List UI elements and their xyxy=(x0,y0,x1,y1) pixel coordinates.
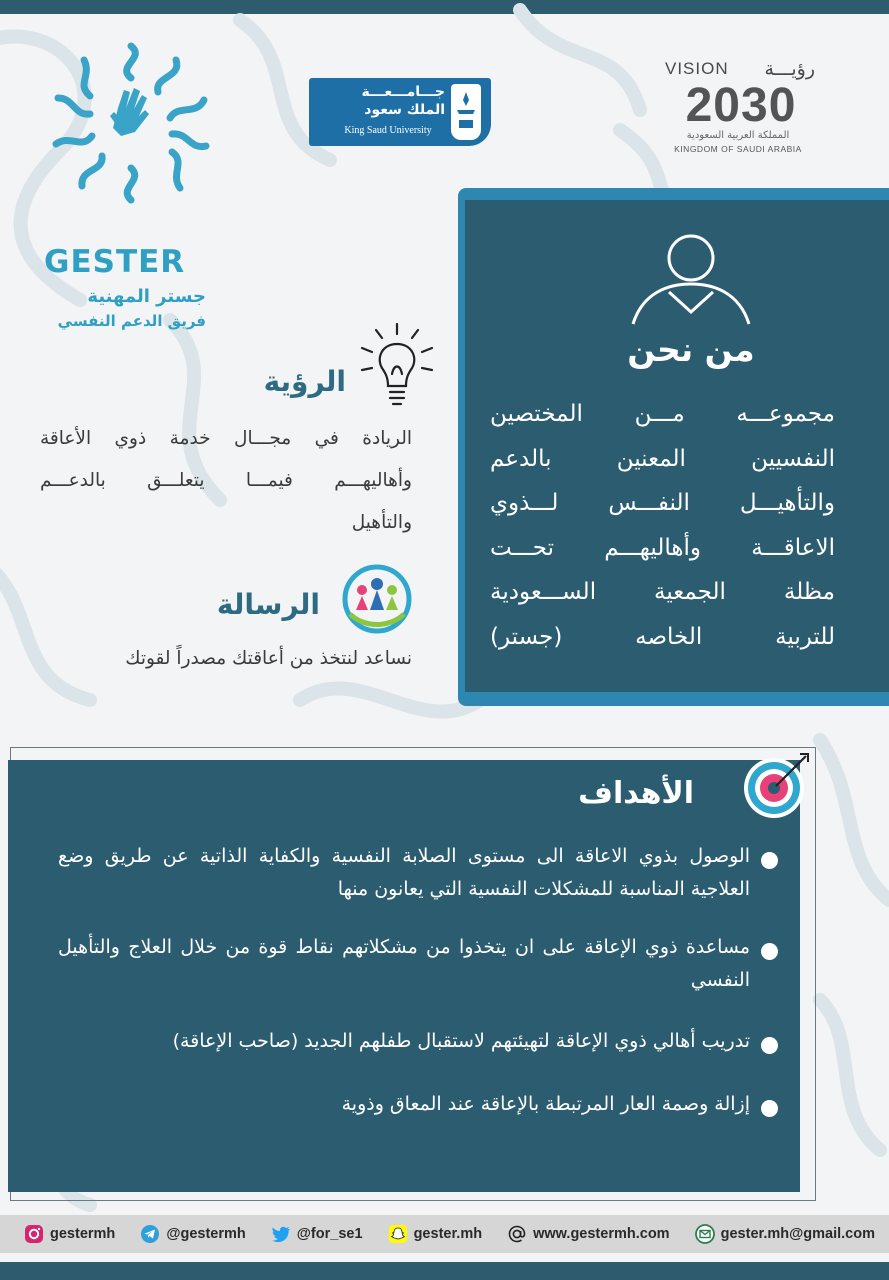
ksu-emblem-icon xyxy=(451,84,481,140)
top-bar xyxy=(0,0,889,14)
contact-instagram[interactable] xyxy=(24,1224,115,1244)
instagram-icon xyxy=(24,1224,44,1244)
gester-arabic-team: فريق الدعم النفسي xyxy=(57,312,206,330)
bottom-bar xyxy=(0,1262,889,1280)
contact-twitter[interactable] xyxy=(271,1224,363,1244)
goal-text: مساعدة ذوي الإعاقة على ان يتخذوا من مشكلاتهم نقاط قوة من خلال العلاج والتأهيل النفسي xyxy=(58,936,750,991)
goals-title: الأهداف xyxy=(578,776,694,811)
vision-title: الرؤية xyxy=(263,365,346,398)
people-circle-icon xyxy=(340,562,414,636)
gester-ring-icon xyxy=(46,38,216,208)
about-text xyxy=(490,392,835,659)
about-line: والتأهيـــل النفـــس لـــذوي xyxy=(490,490,835,516)
vision-line: وأهاليهـــم فيمـــا يتعلـــق بالدعـــم xyxy=(40,470,412,491)
about-line: مظلة الجمعية الســـعودية xyxy=(490,579,835,605)
bullet-icon xyxy=(761,943,778,960)
twitter-icon xyxy=(271,1224,291,1244)
vision-text xyxy=(40,418,412,544)
about-line: الاعاقـــة وأهاليهـــم تحـــت xyxy=(490,534,835,561)
goals-list xyxy=(58,840,778,1121)
bullet-icon xyxy=(761,1037,778,1054)
goal-text: إزالة وصمة العار المرتبطة بالإعاقة عند المعاق وذوية xyxy=(341,1093,750,1115)
mission-title: الرسالة xyxy=(216,588,320,621)
about-line: للتربية الخاصه (جستر) xyxy=(490,623,835,650)
contact-text: gester.mh@gmail.com xyxy=(720,1226,875,1242)
contact-telegram[interactable] xyxy=(140,1224,245,1244)
ksu-arabic-name: الملك سعود xyxy=(364,102,445,118)
contact-bar xyxy=(0,1215,889,1253)
goal-item xyxy=(58,1025,778,1058)
user-avatar-icon xyxy=(629,232,753,328)
kingdom-english: KINGDOM OF SAUDI ARABIA xyxy=(674,144,802,154)
bullet-icon xyxy=(761,852,778,869)
contact-email[interactable] xyxy=(695,1224,875,1244)
gester-wordmark: GESTER xyxy=(44,244,186,280)
vision-english: VISION xyxy=(665,59,729,78)
contact-text: gester.mh xyxy=(413,1226,483,1242)
about-line: النفسيين المعنين بالدعم xyxy=(490,445,835,472)
vision-arabic: رؤيـــة xyxy=(764,58,815,80)
contact-snapchat[interactable] xyxy=(388,1224,483,1244)
vision-year: 2030 xyxy=(685,79,797,132)
contact-text: gestermh xyxy=(50,1226,116,1242)
vision-line: والتأهيل xyxy=(351,512,412,533)
gester-arabic-name: جستر المهنية xyxy=(87,286,206,307)
vision-2030-logo xyxy=(655,58,825,158)
mission-text: نساعد لنتخذ من أعاقتك مصدراً لقوتك xyxy=(125,648,412,669)
ksu-arabic-university: جـــامـــعـــة xyxy=(361,84,445,100)
goal-text: الوصول بذوي الاعاقة الى مستوى الصلابة النفسية والكفاية الذاتية عن طريق وضع العلاجية المناسبة للمشكلات النفسية التي يعانون منها xyxy=(58,845,750,900)
about-line: مجموعـــه مـــن المختصين xyxy=(490,401,835,427)
ksu-english-name: King Saud University xyxy=(344,125,432,136)
email-icon xyxy=(695,1224,715,1244)
kingdom-arabic: المملكة العربية السعودية xyxy=(686,130,790,141)
at-icon xyxy=(507,1224,527,1244)
about-title: من نحن xyxy=(627,330,755,369)
lightbulb-icon xyxy=(356,314,438,414)
contact-text: www.gestermh.com xyxy=(533,1226,670,1242)
bullet-icon xyxy=(761,1100,778,1117)
contact-text: @gestermh xyxy=(166,1226,246,1242)
vision-line: الريادة في مجـــال خدمة ذوي الأعاقة xyxy=(40,428,412,449)
contact-website[interactable] xyxy=(507,1224,669,1244)
goal-item xyxy=(58,1088,778,1121)
goal-item xyxy=(58,931,778,997)
target-arrow-icon xyxy=(738,748,814,824)
goal-text: تدريب أهالي ذوي الإعاقة لتهيئتهم لاستقبال طفلهم الجديد (صاحب الإعاقة) xyxy=(172,1030,750,1052)
goal-item xyxy=(58,840,778,906)
snapchat-icon xyxy=(388,1224,408,1244)
telegram-icon xyxy=(140,1224,160,1244)
contact-text: @for_se1 xyxy=(296,1226,363,1242)
ksu-logo xyxy=(309,78,491,146)
gester-logo xyxy=(30,30,230,330)
